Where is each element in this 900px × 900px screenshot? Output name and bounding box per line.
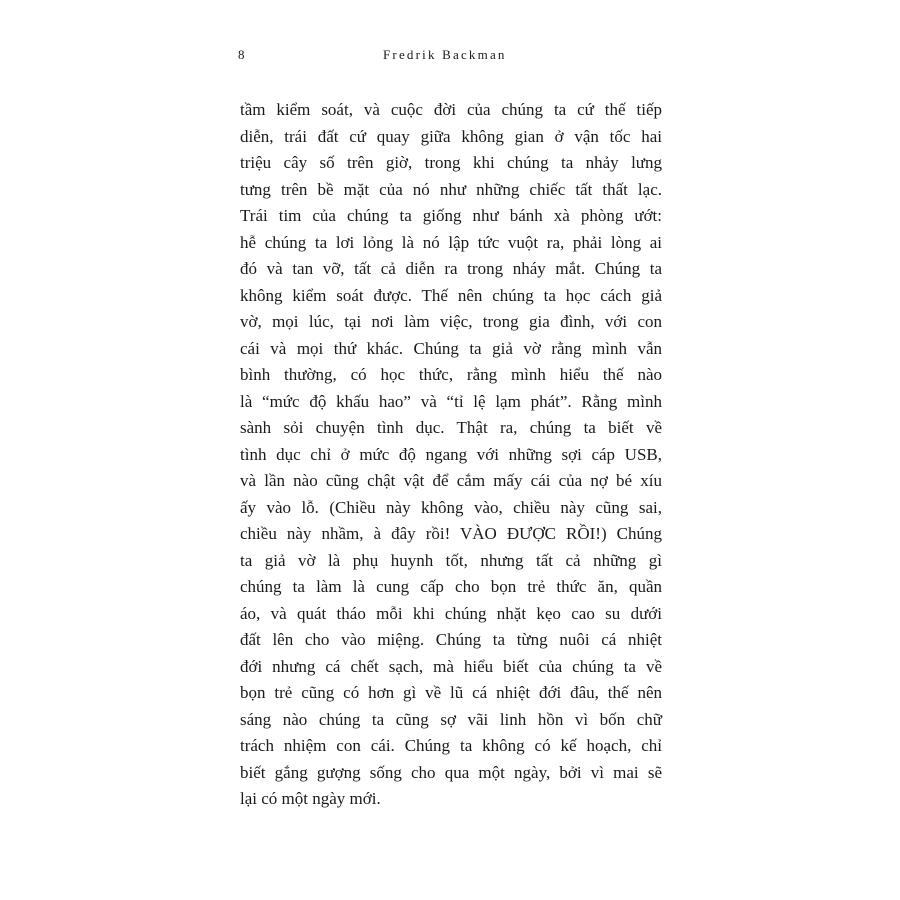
page-number: 8 — [238, 47, 245, 62]
text-line: và lần nào cũng chật vật để cắm mấy cái của nợ bé xíu — [240, 471, 662, 490]
text-line: hễ chúng ta lơi lỏng là nó lập tức vuột ra, phải lòng ai — [240, 232, 662, 252]
text-line: cái và mọi thứ khác. Chúng ta giả vờ rằng mình vẫn — [240, 338, 662, 358]
text-line: đất lên cho vào miệng. Chúng ta từng nuôi cá nhiệt — [240, 630, 662, 649]
text-line: diễn, trái đất cứ quay giữa không gian ở vận tốc hai — [240, 126, 662, 146]
text-line: sành sỏi chuyện tình dục. Thật ra, chúng ta biết về — [240, 418, 662, 437]
text-line: Trái tim của chúng ta giống như bánh xà phòng ướt: — [240, 206, 662, 225]
text-line: là “mức độ khấu hao” và “tỉ lệ lạm phát”. Rằng mình — [240, 391, 662, 411]
text-line: đó và tan vỡ, tất cả diễn ra trong nháy mắt. Chúng ta — [240, 259, 662, 278]
text-line: tưng trên bề mặt của nó như những chiếc tất thất lạc. — [240, 179, 662, 199]
text-line: ta giả vờ là phụ huynh tốt, nhưng tất cả những gì — [240, 550, 662, 570]
text-line: tình dục chỉ ở mức độ ngang với những sợi cáp USB, — [240, 444, 662, 464]
text-line: không kiểm soát được. Thế nên chúng ta học cách giả — [240, 285, 662, 305]
text-line: trách nhiệm con cái. Chúng ta không có kế hoạch, chỉ — [240, 736, 662, 755]
text-line: biết gắng gượng sống cho qua một ngày, bởi vì mai sẽ — [240, 762, 662, 782]
running-header — [238, 47, 662, 67]
text-line: ấy vào lỗ. (Chiều này không vào, chiều này cũng sai, — [240, 497, 662, 517]
body-paragraph — [240, 97, 662, 813]
text-line: vờ, mọi lúc, tại nơi làm việc, trong gia đình, với con — [240, 312, 662, 331]
text-line: lại có một ngày mới. — [240, 789, 381, 808]
text-line: tầm kiểm soát, và cuộc đời của chúng ta cứ thế tiếp — [240, 100, 662, 119]
text-line: bình thường, có học thức, rằng mình hiểu thế nào — [240, 365, 662, 384]
text-line: chúng ta làm là cung cấp cho bọn trẻ thức ăn, quần — [240, 577, 662, 596]
text-line: đới nhưng cá chết sạch, mà hiểu biết của chúng ta về — [240, 656, 662, 676]
text-line: sáng nào chúng ta cũng sợ vãi linh hồn vì bốn chữ — [240, 709, 662, 729]
running-title-author: Fredrik Backman — [383, 47, 507, 62]
text-line: bọn trẻ cũng có hơn gì về lũ cá nhiệt đới đâu, thế nên — [240, 683, 662, 702]
text-line: triệu cây số trên giờ, trong khi chúng ta nhảy lưng — [240, 153, 662, 172]
text-line: áo, và quát tháo mỗi khi chúng nhặt kẹo cao su dưới — [240, 603, 662, 623]
text-line: chiều này nhầm, à đây rồi! VÀO ĐƯỢC RỒI!) Chúng — [240, 524, 662, 543]
